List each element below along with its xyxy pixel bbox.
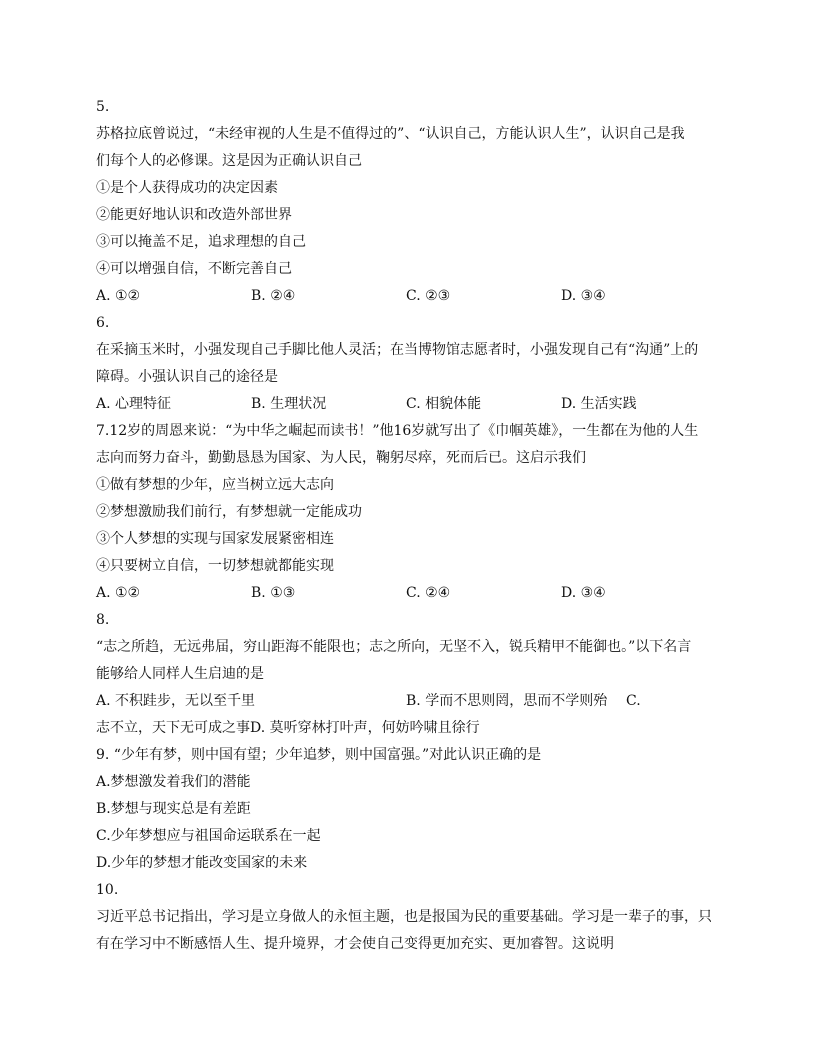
q6-number: 6. bbox=[96, 315, 110, 331]
q8-option-d: D. 莫听穿林打叶声，何妨吟啸且徐行 bbox=[250, 720, 480, 736]
q5-options bbox=[96, 283, 721, 310]
q7-item-3: ③个人梦想的实现与国家发展紧密相连 bbox=[96, 531, 334, 547]
q9-option-d: D.少年的梦想才能改变国家的未来 bbox=[96, 855, 308, 871]
q7-option-a: A. ①② bbox=[96, 585, 141, 601]
q5-stem-line2: 们每个人的必修课。这是因为正确认识自己 bbox=[96, 153, 362, 169]
q5-option-d: D. ③④ bbox=[561, 288, 606, 304]
q5-item-3: ③可以掩盖不足，追求理想的自己 bbox=[96, 234, 306, 250]
q7-option-b: B. ①③ bbox=[251, 585, 296, 601]
q9-stem: 9. “少年有梦，则中国有望；少年追梦，则中国富强。”对此认识正确的是 bbox=[96, 747, 542, 763]
q9-option-a: A.梦想激发着我们的潜能 bbox=[96, 774, 251, 790]
q7-option-c: C. ②④ bbox=[406, 585, 451, 601]
q5-item-4: ④可以增强自信，不断完善自己 bbox=[96, 261, 292, 277]
q6-option-d: D. 生活实践 bbox=[561, 396, 637, 412]
q7-stem-line1: 7.12岁的周恩来说：“为中华之崛起而读书！”他16岁就写出了《巾帼英雄》，一生都在为他的人生 bbox=[96, 423, 699, 439]
q6-option-b: B. 生理状况 bbox=[251, 396, 327, 412]
q8-option-c-text: 志不立，天下无可成之事 bbox=[96, 720, 250, 736]
q7-item-2: ②梦想激励我们前行，有梦想就一定能成功 bbox=[96, 504, 362, 520]
q10-stem-line1: 习近平总书记指出，学习是立身做人的永恒主题，也是报国为民的重要基础。学习是一辈子的事，只 bbox=[96, 909, 712, 925]
q6-options bbox=[96, 391, 721, 418]
q6-stem-line1: 在采摘玉米时，小强发现自己手脚比他人灵活；在当博物馆志愿者时，小强发现自己有“沟通”上的 bbox=[96, 342, 699, 358]
q7-item-4: ④只要树立自信，一切梦想就都能实现 bbox=[96, 558, 334, 574]
q7-options bbox=[96, 580, 721, 607]
q5-option-b: B. ②④ bbox=[251, 288, 296, 304]
q5-option-a: A. ①② bbox=[96, 288, 141, 304]
q10-number: 10. bbox=[96, 882, 119, 898]
q9-option-c: C.少年梦想应与祖国命运联系在一起 bbox=[96, 828, 321, 844]
q8-option-b: B. 学而不思则罔，思而不学则殆 bbox=[406, 693, 608, 709]
q9-option-b: B.梦想与现实总是有差距 bbox=[96, 801, 251, 817]
q10-stem-line2: 有在学习中不断感悟人生、提升境界，才会使自己变得更加充实、更加睿智。这说明 bbox=[96, 936, 614, 952]
q6-stem-line2: 障碍。小强认识自己的途径是 bbox=[96, 369, 278, 385]
q5-number: 5. bbox=[96, 99, 110, 115]
q6-option-c: C. 相貌体能 bbox=[406, 396, 482, 412]
q8-option-c-label: C. bbox=[626, 693, 641, 709]
q5-item-2: ②能更好地认识和改造外部世界 bbox=[96, 207, 292, 223]
q7-option-d: D. ③④ bbox=[561, 585, 606, 601]
q8-options-row2 bbox=[96, 715, 721, 742]
q8-number: 8. bbox=[96, 612, 110, 628]
q5-option-c: C. ②③ bbox=[406, 288, 451, 304]
q5-stem-line1: 苏格拉底曾说过，“未经审视的人生是不值得过的”、“认识自己，方能认识人生”，认识自己是我 bbox=[96, 126, 685, 142]
q5-item-1: ①是个人获得成功的决定因素 bbox=[96, 180, 278, 196]
q7-item-1: ①做有梦想的少年，应当树立远大志向 bbox=[96, 477, 334, 493]
q8-stem-line1: “志之所趋，无远弗届，穷山距海不能限也；志之所向，无坚不入，锐兵精甲不能御也。”以下名言 bbox=[96, 639, 692, 655]
q8-option-a: A. 不积跬步，无以至千里 bbox=[96, 693, 256, 709]
q6-option-a: A. 心理特征 bbox=[96, 396, 172, 412]
q8-options-row1 bbox=[96, 688, 721, 715]
q7-stem-line2: 志向而努力奋斗，勤勤恳恳为国家、为人民，鞠躬尽瘁，死而后已。这启示我们 bbox=[96, 450, 586, 466]
q8-stem-line2: 能够给人同样人生启迪的是 bbox=[96, 666, 264, 682]
